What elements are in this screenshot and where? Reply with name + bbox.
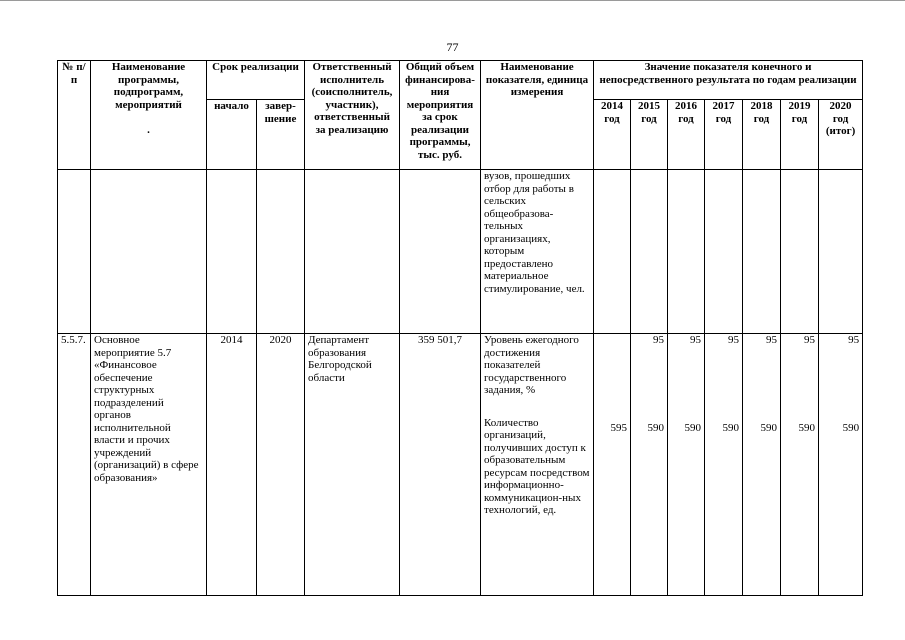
- row-end: 2020: [257, 334, 305, 596]
- header-year-2017: 2017 год: [705, 100, 743, 170]
- value-2016-b: 590: [684, 421, 702, 434]
- row-start: 2014: [207, 334, 257, 596]
- header-name: [91, 61, 207, 170]
- value-2018-b: 590: [760, 421, 778, 434]
- value-2017-b: 590: [722, 421, 740, 434]
- row-values-2015: [631, 334, 668, 596]
- value-2014-a: [597, 334, 627, 347]
- header-values: Значение показателя конечного и непосредственного результата по годам реализации: [594, 61, 863, 100]
- header-start: начало: [207, 100, 257, 170]
- header-indicator: Наименование показателя, единица измерения: [481, 61, 594, 170]
- row-values-2014: [594, 334, 631, 596]
- value-2019-b: 590: [798, 421, 816, 434]
- indicator-1: Уровень ежегодного достижения показателей государственного задания, %: [484, 334, 579, 396]
- value-2020-a: 95: [848, 334, 860, 346]
- value-2020-b: 590: [842, 421, 860, 434]
- value-2015-a: 95: [653, 334, 665, 346]
- page-number: 77: [446, 40, 459, 54]
- row-executor: Департамент образования Белгородской области: [305, 334, 400, 596]
- header-name-text: Наименование программы, подпрограмм, мероприятий: [111, 61, 186, 111]
- row-funding: 359 501,7: [400, 334, 481, 596]
- header-year-2020: 2020 год (итог): [819, 100, 863, 170]
- indicator-2: Количество организаций, получивших доступ к образовательным ресурсам посредством информационно-коммуникацион-ных технологий, ед.: [484, 416, 590, 516]
- row-values-2020: [819, 334, 863, 596]
- header-year-2015: 2015 год: [631, 100, 668, 170]
- table-row-continuation: [58, 170, 863, 334]
- row-indicators: [481, 334, 594, 596]
- header-year-2018: 2018 год: [743, 100, 781, 170]
- header-end: завер-шение: [257, 100, 305, 170]
- value-2019-a: 95: [804, 334, 816, 346]
- header-year-2016: 2016 год: [668, 100, 705, 170]
- row-name: Основное мероприятие 5.7 «Финансовое обеспечение структурных подразделений органов исполнительной власти и прочих учреждений (организаций) в сфере образования»: [91, 334, 207, 596]
- header-year-2019: 2019 год: [781, 100, 819, 170]
- page-top-edge: [0, 0, 905, 1]
- header-period: Срок реализации: [207, 61, 305, 100]
- table-row-5-5-7: [58, 334, 863, 596]
- row-values-2018: [743, 334, 781, 596]
- value-2018-a: 95: [766, 334, 778, 346]
- value-2014-b: 595: [610, 421, 628, 434]
- row-num: 5.5.7.: [58, 334, 91, 596]
- header-num: № п/п: [58, 61, 91, 170]
- program-table: [57, 60, 863, 596]
- value-2015-b: 590: [647, 421, 665, 434]
- value-2017-a: 95: [728, 334, 740, 346]
- header-name-mark: .: [147, 123, 150, 136]
- header-executor: Ответственный исполнитель (соисполнитель, участник), ответственный за реализацию: [305, 61, 400, 170]
- row-values-2016: [668, 334, 705, 596]
- header-year-2014: 2014 год: [594, 100, 631, 170]
- row-values-2017: [705, 334, 743, 596]
- continuation-indicator: вузов, прошедших отбор для работы в сельских общеобразова-тельных организациях, которым предоставлено материальное стимулирование, чел.: [481, 170, 594, 334]
- header-funding: Общий объем финансирова-ния мероприятия за срок реализации программы, тыс. руб.: [400, 61, 481, 170]
- row-values-2019: [781, 334, 819, 596]
- value-2016-a: 95: [690, 334, 702, 346]
